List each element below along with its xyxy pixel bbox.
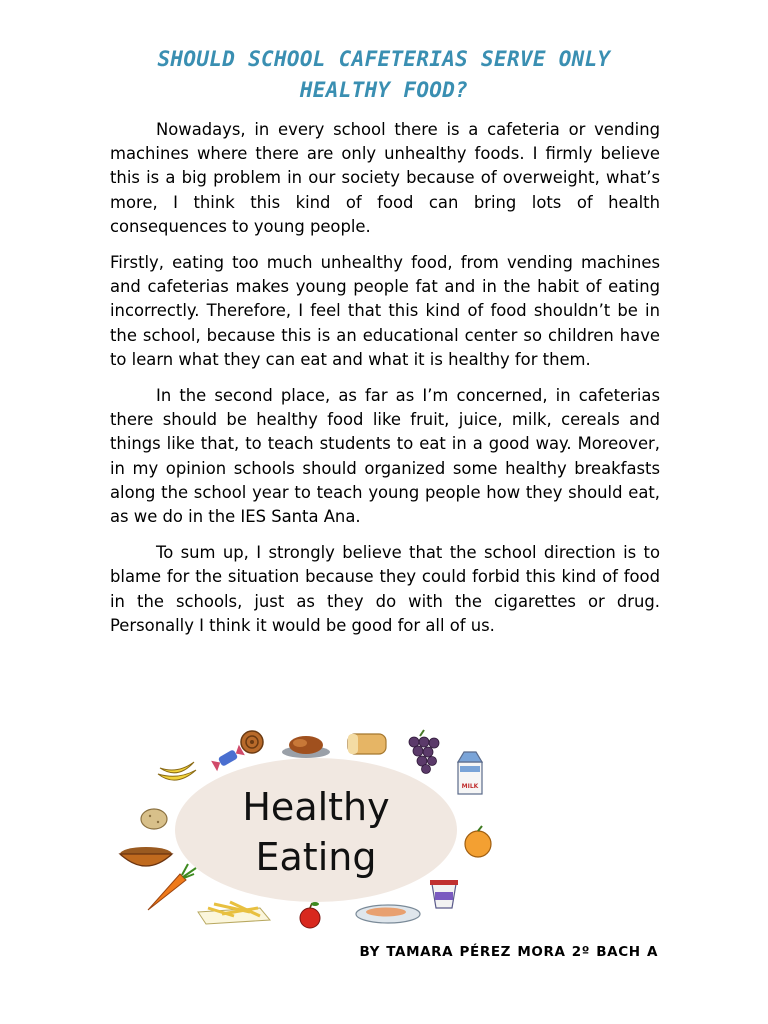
title-line-1: SHOULD SCHOOL CAFETERIAS SERVE ONLY xyxy=(157,47,611,71)
bread-icon xyxy=(348,734,386,754)
candy-icon xyxy=(211,745,245,771)
title-line-2: HEALTHY FOOD? xyxy=(299,78,469,102)
oval-background xyxy=(175,758,457,902)
potato-icon xyxy=(141,809,167,829)
carrot-icon xyxy=(148,864,196,910)
paragraph-firstly: Firstly, eating too much unhealthy food, from vending machines and cafeterias makes young people fat and in the habit of eating incorrectly. Therefore, I feel that this kind of food shouldn’t be in the school, because this is an educational center so children have to learn what they can eat and what it is healthy for them. xyxy=(110,253,660,369)
paragraph-conclusion: To sum up, I strongly believe that the school direction is to blame for the situation because they could forbid this kind of food in the schools, just as they do with the cigarettes or drug. Personally I think it would be good for all of us. xyxy=(110,543,660,635)
author-byline: BY TAMARA PÉREZ MORA 2º BACH A xyxy=(359,944,658,960)
illustration-title-line-1: Healthy xyxy=(242,785,390,829)
illustration-title-line-2: Eating xyxy=(255,835,377,879)
fish-plate-icon xyxy=(356,905,420,923)
apple-icon xyxy=(300,902,320,928)
bananas-icon xyxy=(158,762,196,780)
cinnamon-roll-icon xyxy=(241,731,263,753)
milk-carton-icon xyxy=(458,752,482,794)
paragraph-intro: Nowadays, in every school there is a cafeteria or vending machines where there are only unhealthy foods. I firmly believe this is a big problem in our society because of overweight, what’s more, I think this kind of food can bring lots of health consequences to young people. xyxy=(110,120,660,236)
page-title xyxy=(100,44,668,106)
healthy-eating-illustration xyxy=(110,722,510,937)
grapes-icon xyxy=(409,730,439,774)
roast-chicken-icon xyxy=(282,736,330,758)
orange-icon xyxy=(465,826,491,857)
fries-icon xyxy=(198,902,270,924)
milk-label: MILK xyxy=(461,783,479,790)
yogurt-icon xyxy=(430,880,458,908)
soup-bowl-icon xyxy=(120,847,172,866)
paragraph-second-place: In the second place, as far as I’m concerned, in cafeterias there should be healthy food like fruit, juice, milk, cereals and things like that, to teach students to eat in a good way. Moreover, in my opinion schools should organized some healthy breakfasts along the school year to teach young people how they should eat, as we do in the IES Santa Ana. xyxy=(110,386,660,527)
essay-body xyxy=(110,118,660,650)
